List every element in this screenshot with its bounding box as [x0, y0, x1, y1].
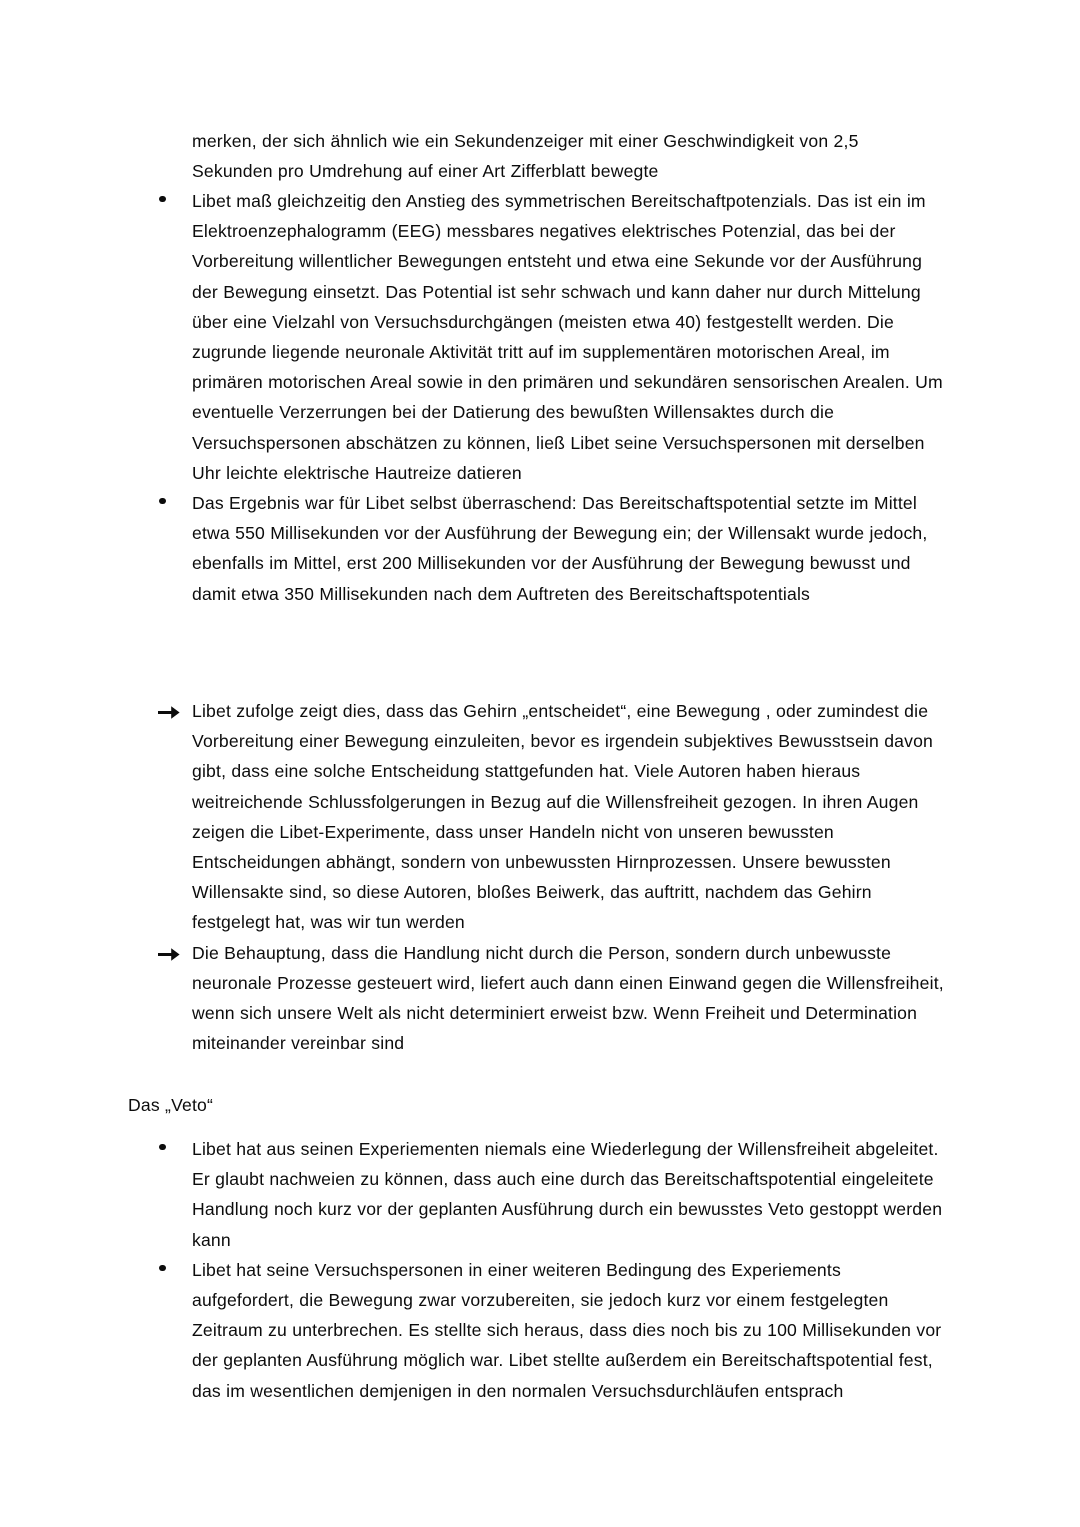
list-item-text: Libet maß gleichzeitig den Anstieg des symmetrischen Bereitschaftpotenzials. Das ist ein im Elektroenzephalogramm (EEG) messbares negatives elektrisches Potenzial, das bei der Vorbereitung willentlicher Bewegungen entsteht und etwa eine Sekunde vor der Ausführung der Bewegung einsetzt. Das Potential ist sehr schwach und kann daher nur durch Mittelung über eine Vielzahl von Versuchsdurchgängen (meisten etwa 40) festgestellt werden. Die zugrunde liegende neuronale Aktivität tritt auf im supplementären motorischen Areal, im primären motorischen Areal sowie in den primären und sekundären sensorischen Arealen. Um eventuelle Verzerrungen bei der Datierung des bewußten Willensaktes durch die Versuchspersonen abschätzen zu können, ließ Libet seine Versuchspersonen mit derselben Uhr leichte elektrische Hautreize datieren — [192, 191, 943, 483]
paragraph-intro-continuation: merken, der sich ähnlich wie ein Sekundenzeiger mit einer Geschwindigkeit von 2,5 Sekunden pro Umdrehung auf einer Art Zifferblatt bewegte — [192, 131, 859, 182]
list-item — [0, 1255, 944, 1406]
list-item — [0, 1134, 944, 1255]
bullet-list-bottom — [0, 1134, 1080, 1406]
bullet-dot-icon — [159, 1134, 179, 1164]
bullet-dot-icon — [159, 488, 179, 518]
list-item — [0, 186, 944, 488]
section-heading-veto: Das „Veto“ — [128, 1095, 214, 1115]
list-item-text: Libet hat aus seinen Experiementen niemals eine Wiederlegung der Willensfreiheit abgeleitet. Er glaubt nachweien zu können, dass auch eine durch das Bereitschaftspotential eingeleitete Handlung noch kurz vor der geplanten Ausführung durch ein bewusstes Veto gestoppt werden kann — [192, 1139, 943, 1250]
list-item-text: Libet zufolge zeigt dies, dass das Gehirn „entscheidet“, eine Bewegung , oder zumindest die Vorbereitung einer Bewegung einzuleiten, bevor es irgendein subjektives Bewusstsein davon gibt, dass eine solche Entscheidung stattgefunden hat. Viele Autoren haben hieraus weitreichende Schlussfolgerungen in Bezug auf die Willensfreiheit gezogen. In ihren Augen zeigen die Libet-Experimente, dass unser Handeln nicht von unseren bewussten Entscheidungen abhängt, sondern von unbewussten Hirnprozessen. Unsere bewussten Willensakte sind, so diese Autoren, bloßes Beiwerk, das auftritt, nachdem das Gehirn festgelegt hat, was wir tun werden — [192, 701, 934, 933]
bullet-list-top — [0, 186, 1080, 609]
list-item — [0, 696, 944, 938]
bullet-dot-icon — [159, 1255, 179, 1285]
arrow-list — [0, 696, 1080, 1058]
arrow-right-icon — [158, 938, 184, 968]
list-item-text: Das Ergebnis war für Libet selbst überraschend: Das Bereitschaftspotential setzte im Mittel etwa 550 Millisekunden vor der Ausführung der Bewegung ein; der Willensakt wurde jedoch, ebenfalls im Mittel, erst 200 Millisekunden vor der Ausführung der Bewegung bewusst und damit etwa 350 Millisekunden nach dem Auftreten des Bereitschaftspotentials — [192, 493, 928, 604]
list-item — [0, 938, 944, 1059]
list-item-text: Die Behauptung, dass die Handlung nicht durch die Person, sondern durch unbewusste neuronale Prozesse gesteuert wird, liefert auch dann einen Einwand gegen die Willensfreiheit, wenn sich unsere Welt als nicht determiniert erweist bzw. Wenn Freiheit und Determination miteinander vereinbar sind — [192, 942, 944, 1054]
list-item-text: Libet hat seine Versuchspersonen in einer weiteren Bedingung des Experiements aufgefordert, die Bewegung zwar vorzubereiten, sie jedoch kurz vor einem festgelegten Zeitraum zu unterbrechen. Es stellte sich heraus, dass dies noch bis zu 100 Millisekunden vor der geplanten Ausführung möglich war. Libet stellte außerdem ein Bereitschaftspotential fest, das im wesentlichen demjenigen in den normalen Versuchsdurchläufen entsprach — [192, 1259, 942, 1401]
list-item — [0, 488, 944, 609]
bullet-dot-icon — [159, 186, 179, 216]
arrow-right-icon — [158, 696, 184, 726]
